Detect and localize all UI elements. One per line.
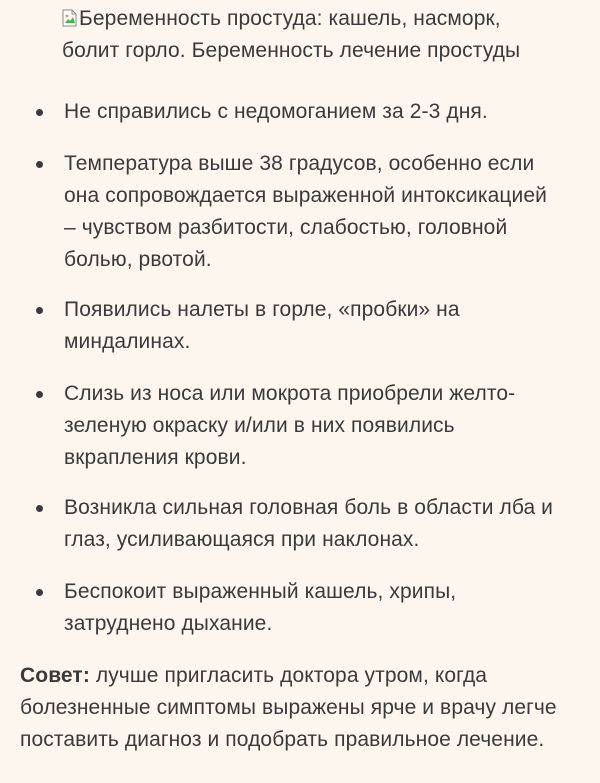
advice-paragraph	[20, 660, 580, 756]
bullet-dot	[36, 391, 43, 398]
bullet-dot	[36, 589, 43, 596]
bullet-dot	[36, 161, 43, 168]
list-item-text: Слизь из носа или мокрота приобрели желто-зеленую окраску и/или в них появились вкрапления крови.	[64, 382, 516, 469]
list-item	[64, 378, 564, 474]
advice-label: Совет:	[20, 664, 90, 687]
list-item-text: Появились налеты в горле, «пробки» на миндалинах.	[64, 298, 460, 353]
list-item	[64, 294, 564, 358]
list-item	[64, 148, 564, 276]
bullet-dot	[36, 109, 43, 116]
list-item-text: Температура выше 38 градусов, особенно если она сопровождается выраженной интоксикацией – чувством разбитости, слабостью, головной болью, рвотой.	[64, 152, 547, 271]
list-item	[64, 492, 564, 556]
list-item	[64, 576, 564, 640]
list-item	[64, 96, 564, 128]
broken-image-icon	[62, 9, 78, 27]
bullet-dot	[36, 505, 43, 512]
image-alt-text: Беременность простуда: кашель, насморк, болит горло. Беременность лечение простуды	[62, 7, 521, 62]
bullet-dot	[36, 307, 43, 314]
article-image	[62, 3, 532, 67]
list-item-text: Не справились с недомоганием за 2-3 дня.	[64, 100, 488, 123]
list-item-text: Возникла сильная головная боль в области лба и глаз, усиливающаяся при наклонах.	[64, 496, 554, 551]
list-item-text: Беспокоит выраженный кашель, хрипы, затруднено дыхание.	[64, 580, 457, 635]
advice-text: лучше пригласить доктора утром, когда болезненные симптомы выражены ярче и врачу легче поставить диагноз и подобрать правильное лечение.	[20, 664, 557, 751]
